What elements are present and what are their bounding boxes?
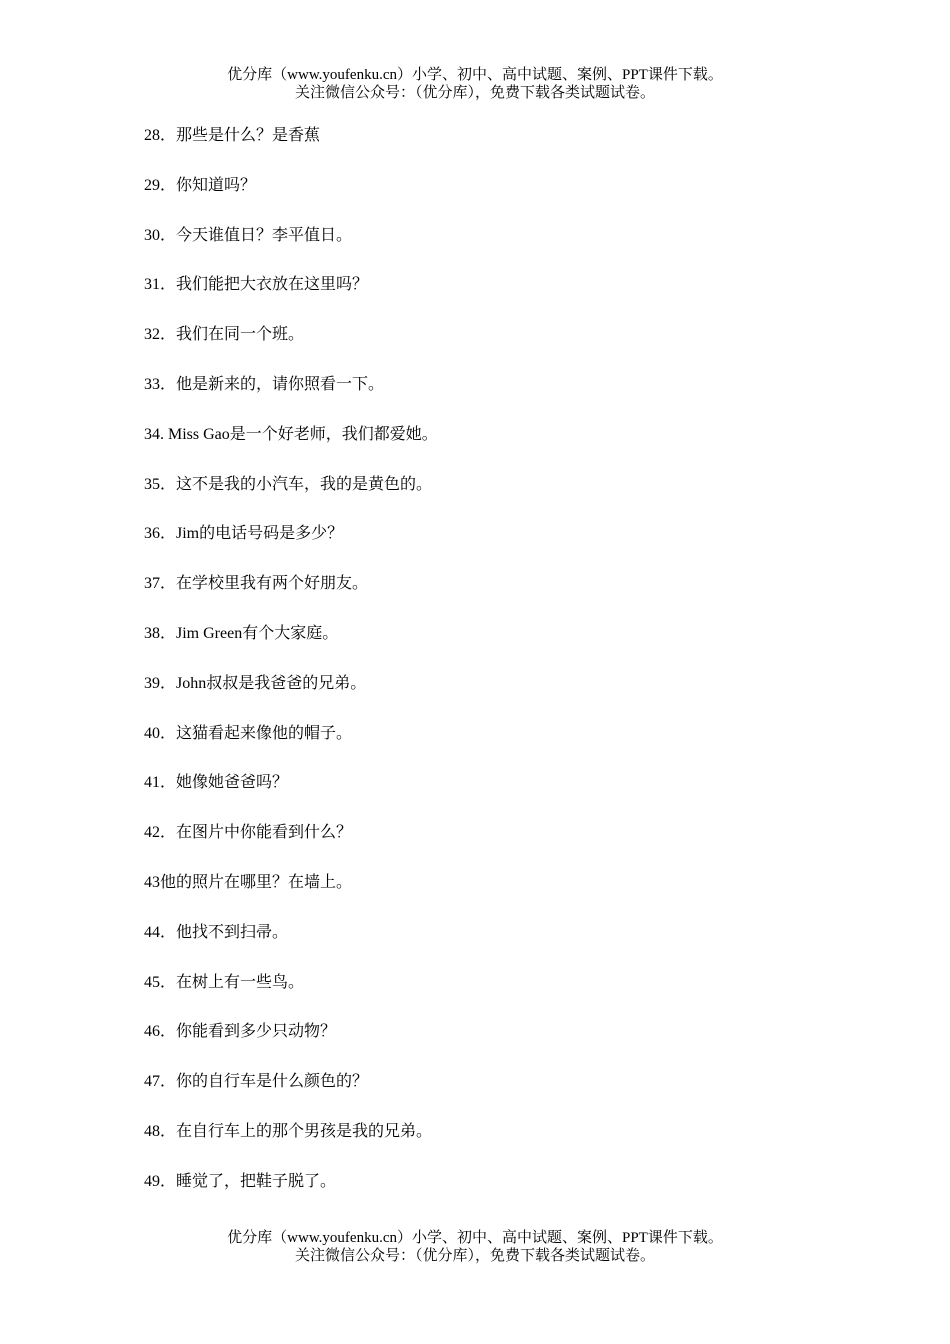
sentence-item: 40．这猫看起来像他的帽子。 [144,724,353,742]
sentence-item: 39．John叔叔是我爸爸的兄弟。 [144,674,367,692]
sentence-item: 45．在树上有一些鸟。 [144,973,305,991]
sentence-item: 32．我们在同一个班。 [144,326,305,344]
page-footer [0,1229,950,1265]
footer-line-1: 优分库（www.youfenku.cn）小学、初中、高中试题、案例、PPT课件下载。 [227,1230,723,1246]
sentence-item: 36．Jim的电话号码是多少？ [144,525,344,543]
sentence-item: 38．Jim Green有个大家庭。 [144,624,339,642]
sentence-item: 33．他是新来的，请你照看一下。 [144,375,385,393]
footer-line-2: 关注微信公众号：（优分库），免费下载各类试题试卷。 [294,1248,655,1264]
header-line-2: 关注微信公众号：（优分库），免费下载各类试题试卷。 [294,85,655,101]
sentence-item: 48．在自行车上的那个男孩是我的兄弟。 [144,1122,433,1140]
sentence-item: 29．你知道吗？ [144,176,257,194]
sentence-item: 46．你能看到多少只动物？ [144,1023,337,1041]
sentence-item: 28．那些是什么？是香蕉 [144,127,321,144]
sentence-item: 31．我们能把大衣放在这里吗？ [144,276,369,294]
header-line-1: 优分库（www.youfenku.cn）小学、初中、高中试题、案例、PPT课件下载。 [227,67,723,83]
sentence-item: 47．你的自行车是什么颜色的？ [144,1073,369,1091]
sentence-item: 42．在图片中你能看到什么？ [144,824,353,842]
sentence-item: 35．这不是我的小汽车，我的是黄色的。 [144,475,433,493]
sentence-item: 44．他找不到扫帚。 [144,923,289,941]
sentence-item: 43他的照片在哪里？在墙上。 [144,873,353,891]
sentence-item: 41．她像她爸爸吗？ [144,774,289,792]
sentence-item: 30．今天谁值日？李平值日。 [144,226,353,244]
sentence-item: 37．在学校里我有两个好朋友。 [144,575,369,593]
sentence-list [144,126,438,1222]
sentence-item: 34. Miss Gao是一个好老师，我们都爱她。 [144,425,438,443]
sentence-item: 49．睡觉了，把鞋子脱了。 [144,1172,337,1190]
page-header [0,66,950,102]
